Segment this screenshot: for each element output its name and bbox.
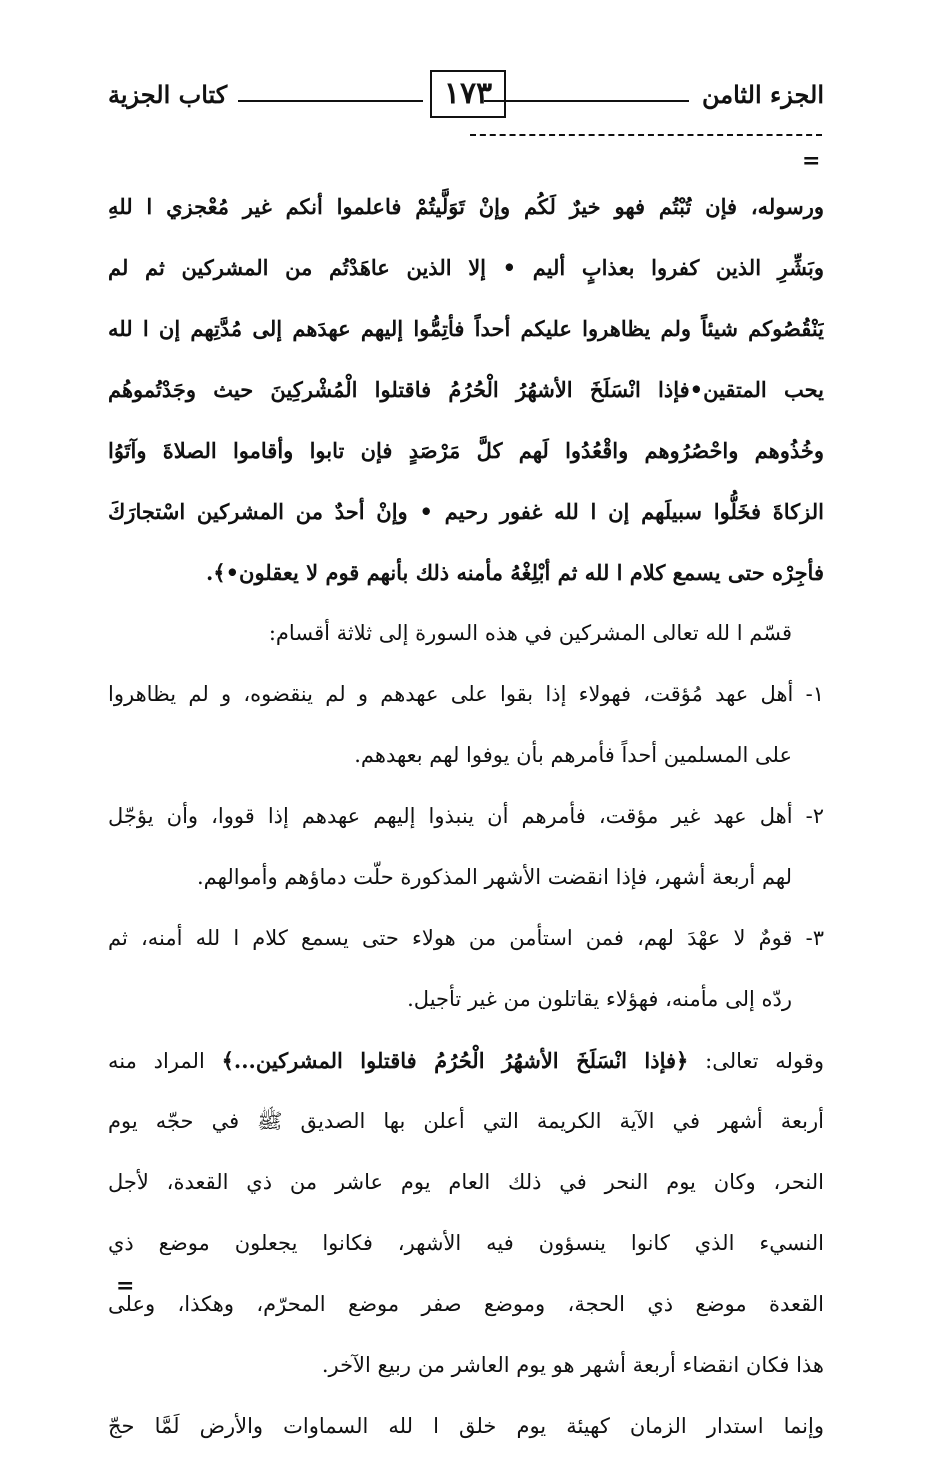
text-line: لهم أربعة أشهر، فإذا انقضت الأشهر المذكورة حلّت دماؤهم وأموالهم. [196, 865, 792, 889]
text-line: هذا فكان انقضاء أربعة أشهر هو يوم العاشر من ربيع الآخر. [321, 1353, 824, 1377]
header-rule [484, 100, 689, 102]
quoted-verse: ﴿فإذا انْسَلَخَ الأشهُرُ الْحُرُمُ فاقتلوا المشركين...﴾ [221, 1048, 689, 1073]
header-rule [238, 100, 423, 102]
text-line: يحب المتقين•فإذا انْسَلَخَ الأشهُرُ الْحُرُمُ فاقتلوا الْمُشْركِينَ حيث وجَدْتُموهُم [108, 377, 824, 402]
dashed-separator [470, 134, 822, 136]
text-line: وخُذُوهم واحْصُرُوهم واقْعُدُوا لَهم كلَّ مَرْصَدٍ فإن تابوا وأقاموا الصلاةَ وآتَوُا [108, 438, 824, 463]
text-line: أربعة أشهر في الآية الكريمة التي أعلن بها الصديق ﷺ في حجّه يوم [108, 1109, 824, 1133]
text-line: قسّم ا لله تعالى المشركين في هذه السورة إلى ثلاثة أقسام: [268, 621, 792, 645]
running-head-book: كتاب الجزية [108, 80, 228, 109]
text-line: يَنْقُصُوكم شيئاً ولم يظاهروا عليكم أحداً فأتِمُّوا إليهم عهدَهم إلى مُدَّتِهم إن ا لله [108, 316, 824, 341]
text-span: المراد منه [108, 1049, 205, 1073]
page-header [108, 70, 824, 122]
text-line: على المسلمين أحداً فأمرهم بأن يوفوا لهم بعهدهم. [354, 743, 792, 767]
text-line: ورسوله، فإن تُبْتُم فهو خيرٌ لَكُم وإنْ تَوَلَّيتُمْ فاعلموا أنكم غير مُعْجزي ا للهِ [108, 194, 824, 219]
text-line: فأجِرْه حتى يسمع كلام ا لله ثم أبْلِغْهُ مأمنه ذلك بأنهم قوم لا يعقلون•﴾. [206, 560, 824, 585]
text-line: وإنما استدار الزمان كهيئة يوم خلق ا لله السماوات والأرض لَمَّا حجّ [108, 1414, 824, 1438]
list-item-3: ٣- قومٌ لا عهْدَ لهم، فمن استأمن من هولاء حتى يسمع كلام ا لله أمنه، ثم [108, 926, 824, 950]
text-line: الزكاةَ فخَلُّوا سبيلَهم إن ا لله غفور رحيم • وإنْ أحدٌ من المشركين اسْتجارَكَ [108, 499, 824, 524]
text-line: وبَشِّرِ الذين كفروا بعذابٍ أليم • إلا الذين عاهَدْتُم من المشركين ثم لم [108, 255, 824, 280]
quote-intro: وقوله تعالى: [705, 1049, 824, 1073]
list-item-2: ٢- أهل عهد غير مؤقت، فأمرهم أن ينبذوا إليهم عهدهم إذا قووا، وأن يؤجّل [108, 804, 824, 828]
page-number: ١٧٣ [430, 70, 506, 118]
text-line: ردّه إلى مأمنه، فهؤلاء يقاتلون من غير تأجيل. [407, 987, 792, 1011]
page-body [108, 176, 824, 1457]
text-line: النحر، وكان يوم النحر في ذلك العام يوم عاشر من ذي القعدة، لأجل [108, 1170, 824, 1194]
list-item-1: ١- أهل عهد مُؤقت، فهولاء إذا بقوا على عهدهم و لم ينقضوه، و لم يظاهروا [108, 682, 824, 706]
continuation-mark-top: = [802, 148, 821, 174]
text-line [108, 1030, 824, 1091]
continuation-mark-bottom: = [116, 1273, 135, 1299]
text-line: القعدة موضع ذي الحجة، وموضع صفر موضع المحرّم، وهكذا، وعلى [108, 1292, 824, 1316]
running-head-part: الجزء الثامن [701, 80, 824, 109]
text-line: النسيء الذي كانوا ينسؤون فيه الأشهر، فكانوا يجعلون موضع ذي [108, 1231, 824, 1255]
